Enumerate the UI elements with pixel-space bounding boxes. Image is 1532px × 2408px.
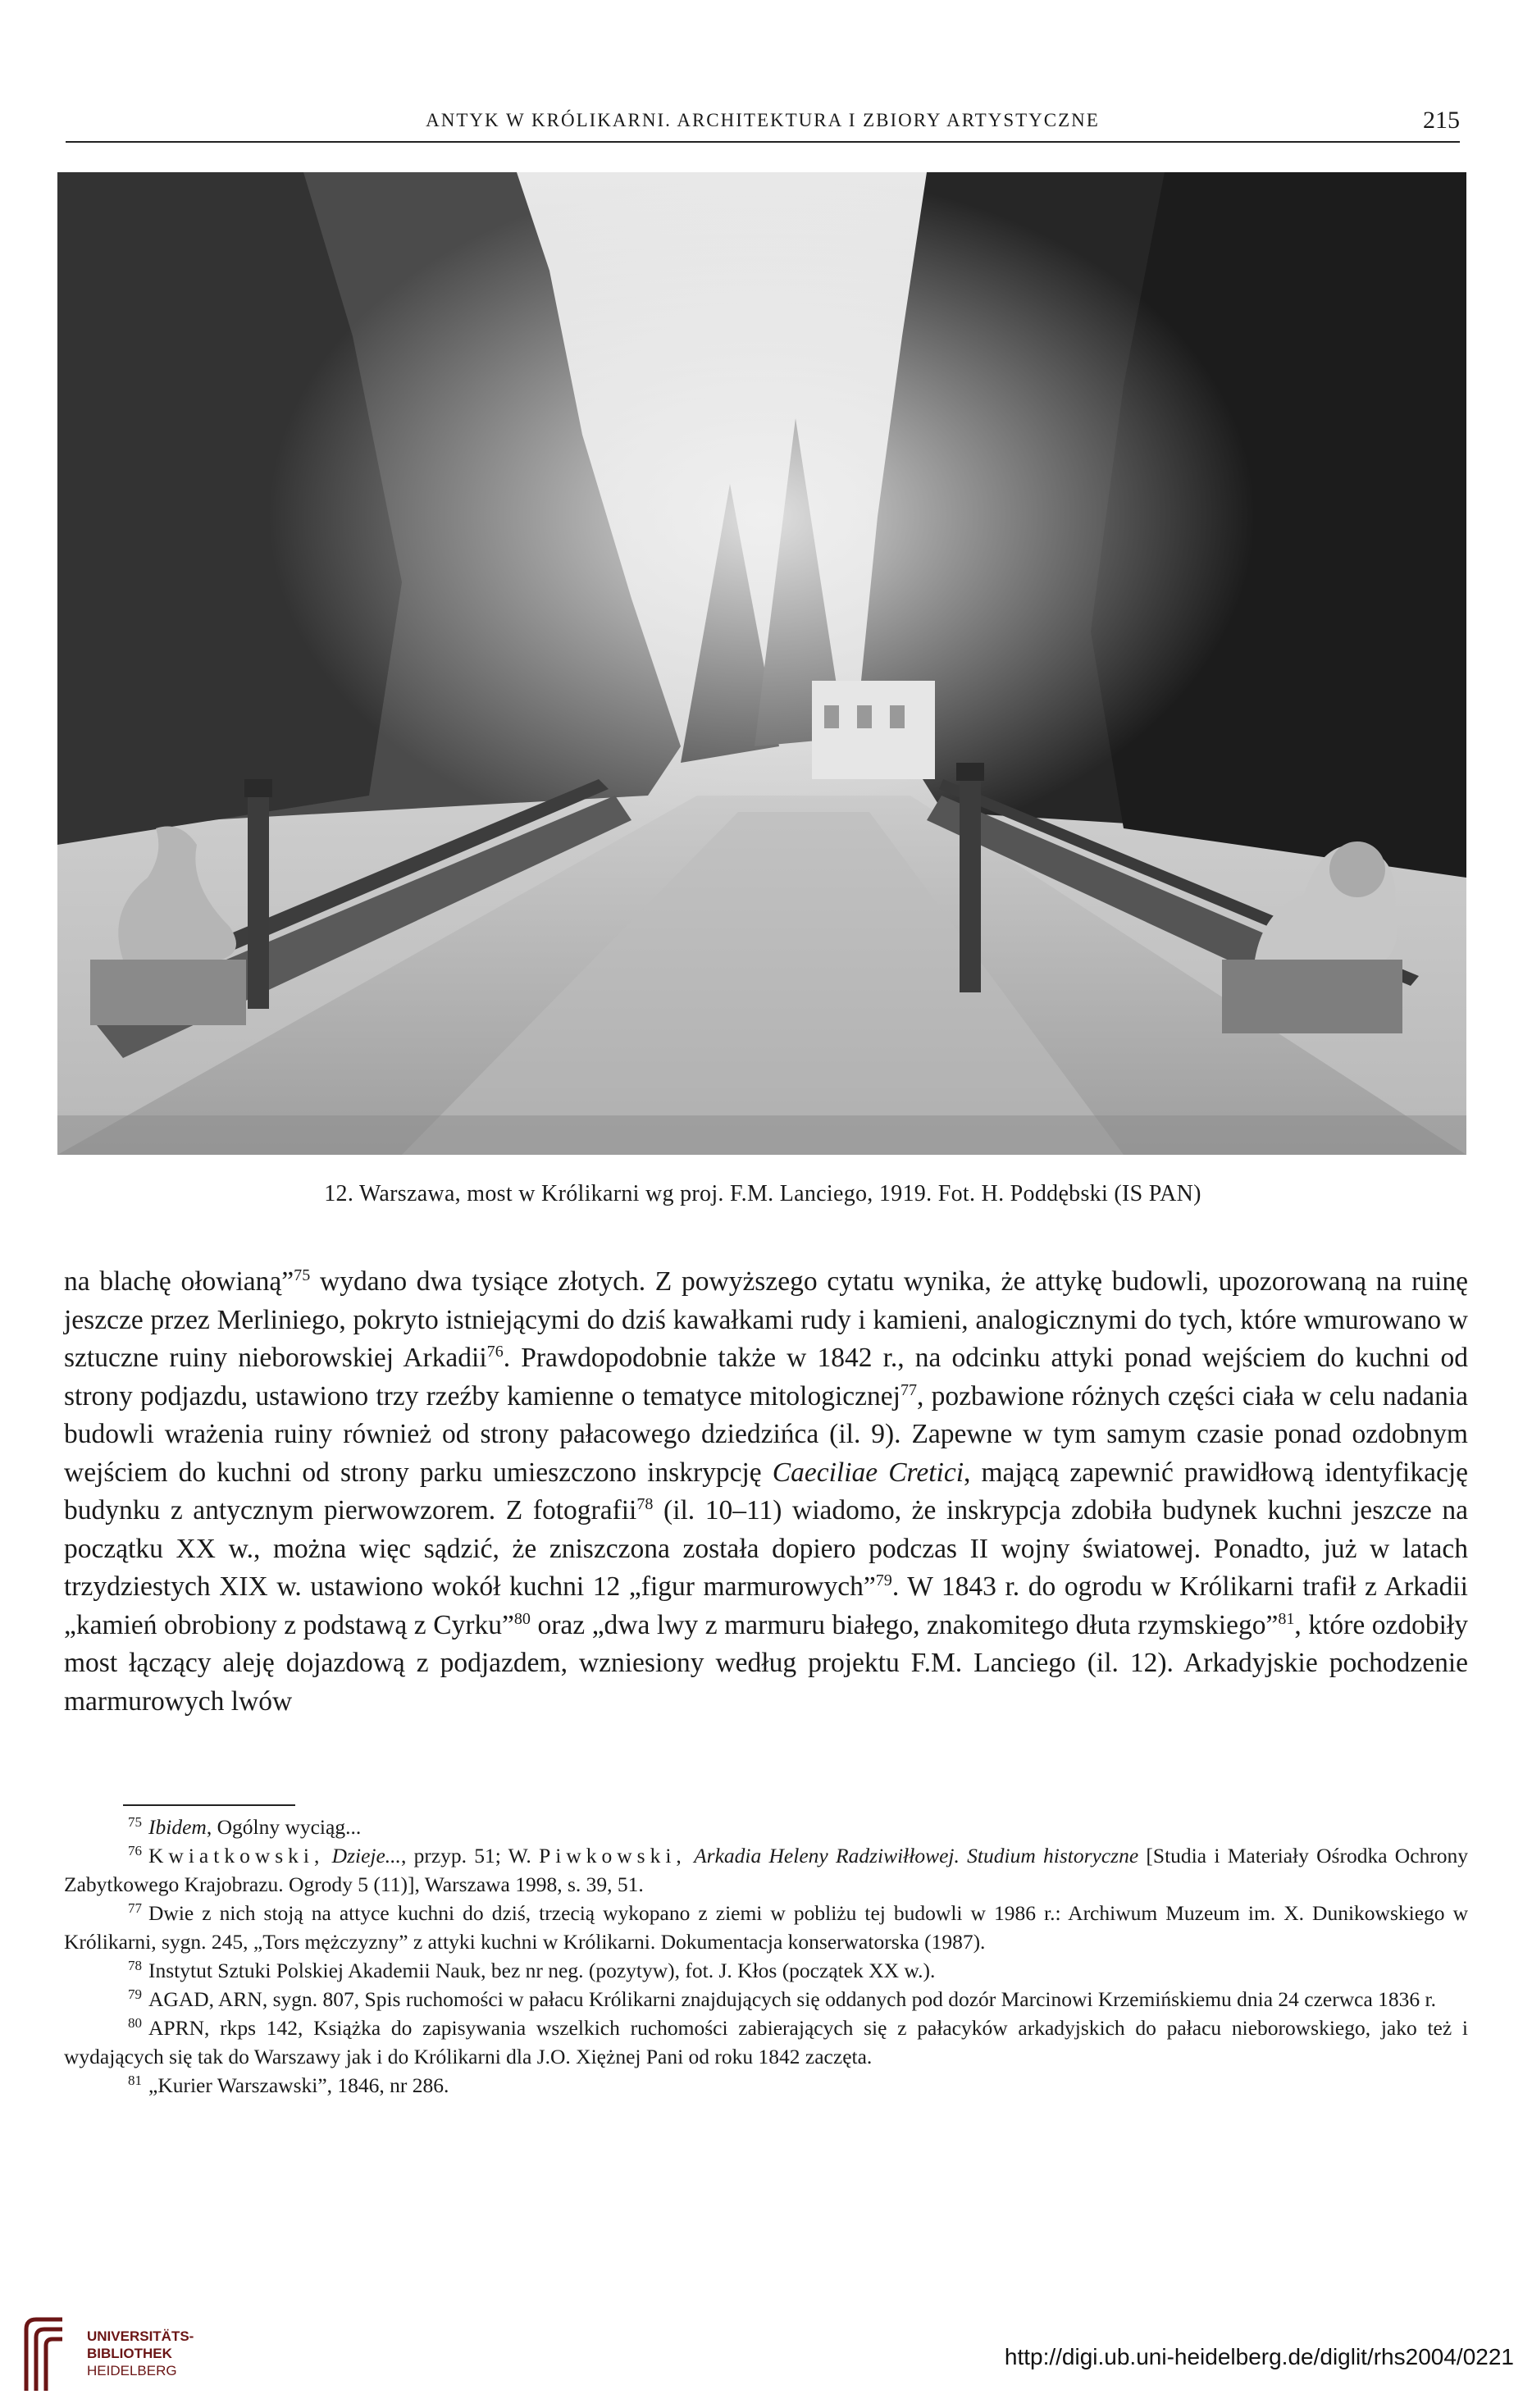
library-logo-text: UNIVERSITÄTS- BIBLIOTHEK HEIDELBERG (87, 2328, 194, 2378)
main-text (64, 1263, 1468, 1721)
footnote-ref[interactable]: 80 (513, 1609, 531, 1628)
main-paragraph: na blachę ołowianą”$^{75}$ wydano dwa tysiące złotych. Z powyższego cytatu wynika, że attykę budowli, upozorowaną na ruinę jeszcze przez Merliniego, pokryto istniejącymi do dziś kawałkami rudy i kamieni, analogicznymi do tych, które wmurowano w sztuczne ruiny nieborowskiej Arkadii$^{76}$. Prawdopodobnie także w 1842 r., na odcinku attyki ponad wejściem do kuchni od strony podjazdu, ustawiono trzy rzeźby kamienne o tematyce mitologicznej$^{77}$, pozbawione różnych części ciała w celu nadania budowli wrażenia ruiny również od strony pałacowego dziedzińca (il. 9). Zapewne w tym samym czasie ponad ozdobnym wejściem do kuchni od strony parku umieszczono inskrypcję Caeciliae Cretici, mającą zapewnić prawidłową identyfikację budynku z antycznym pierwowzorem. Z fotografii$^{78}$ (il. 10–11) wiadomo, że inskrypcja zdobiła budynek kuchni jeszcze na początku XX w., można więc sądzić, że zniszczona została dopiero podczas II wojny światowej. Ponadto, już w latach trzydziestych XIX w. ustawiono wokół kuchni 12 „figur marmurowych”$^{79}$. W 1843 r. do ogrodu w Królikarni trafił z Arkadii „kamień obrobiony z podstawą z Cyrku”$^{80}$ oraz „dwa lwy z marmuru białego, znakomitego dłuta rzymskiego”$^{81}$, które ozdobiły most łączący aleję dojazdową z podjazdem, wzniesiony według projektu F.M. Lanciego (il. 12). Arkadyjskie pochodzenie marmurowych lwów (64, 1266, 1468, 1717)
footnote-76: $^{76}$ Kwiatkowski, Dzieje..., przyp. 51; W. Piwkowski, Arkadia Heleny Radziwiłłowej. Studium historyczne [Studia i Materiały Ośrodka Ochrony Zabytkowego Krajobrazu. Ogrody 5 (11)], Warszawa 1998, s. 39, 51. (64, 1842, 1469, 1896)
footnote-ref[interactable]: 77 (900, 1380, 918, 1399)
figure-caption: 12. Warszawa, most w Królikarni wg proj. F.M. Lanciego, 1919. Fot. H. Poddębski (IS PAN) (324, 1181, 1201, 1206)
footnote-ref[interactable]: 76 (486, 1342, 504, 1361)
footnote-divider (123, 1804, 295, 1806)
footnote-79: $^{79}$ AGAD, ARN, sygn. 807, Spis ruchomości w pałacu Królikarni znajdujących się oddanych pod dozór Marcinowi Krzemińskiemu dnia 24 czerwca 1836 r. (128, 1986, 1437, 2011)
library-logo-icon (18, 2313, 71, 2395)
footnote-ref[interactable]: 79 (875, 1571, 892, 1589)
source-url-link[interactable]: http://digi.ub.uni-heidelberg.de/diglit/rhs2004/0221 (1004, 2344, 1514, 2369)
library-logo[interactable] (18, 2313, 264, 2395)
footnote-ref[interactable]: 78 (636, 1494, 654, 1513)
footnote-75: $^{75}$ Ibidem, Ogólny wyciąg... (128, 1813, 362, 1839)
footnote-80: $^{80}$ APRN, rkps 142, Książka do zapisywania wszelkich ruchomości zabierających się z pałacyków arkadyjskich do pałacu nieborowskiego, jako też i wydających się tak do Warszawy jak i do Królikarni dla J.O. Xiężnej Pani od roku 1842 zaczęta. (64, 2014, 1468, 2068)
bridge-photograph (57, 172, 1466, 1155)
footnote-77: $^{77}$ Dwie z nich stoją na attyce kuchni do dziś, trzecią wykopano z ziemi w pobliżu tej budowli w 1986 r.: Archiwum Muzeum im. X. Dunikowskiego w Królikarni, sygn. 245, „Tors mężczyzny” z attyki kuchni w Królikarni. Dokumentacja konserwatorska (1987). (64, 1899, 1468, 1954)
footnote-81: $^{81}$ „Kurier Warszawski”, 1846, nr 286. (128, 2072, 449, 2097)
footnote-ref[interactable]: 75 (294, 1266, 311, 1284)
footnotes (64, 1813, 1468, 2100)
running-title: ANTYK W KRÓLIKARNI. ARCHITEKTURA I ZBIORY ARTYSTYCZNE (426, 110, 1100, 130)
page-number: 215 (1423, 107, 1460, 134)
footnote-78: $^{78}$ Instytut Sztuki Polskiej Akademii Nauk, bez nr neg. (pozytyw), fot. J. Kłos (początek XX w.). (128, 1957, 936, 1982)
running-header (66, 105, 1460, 143)
footnote-ref[interactable]: 81 (1278, 1609, 1295, 1628)
